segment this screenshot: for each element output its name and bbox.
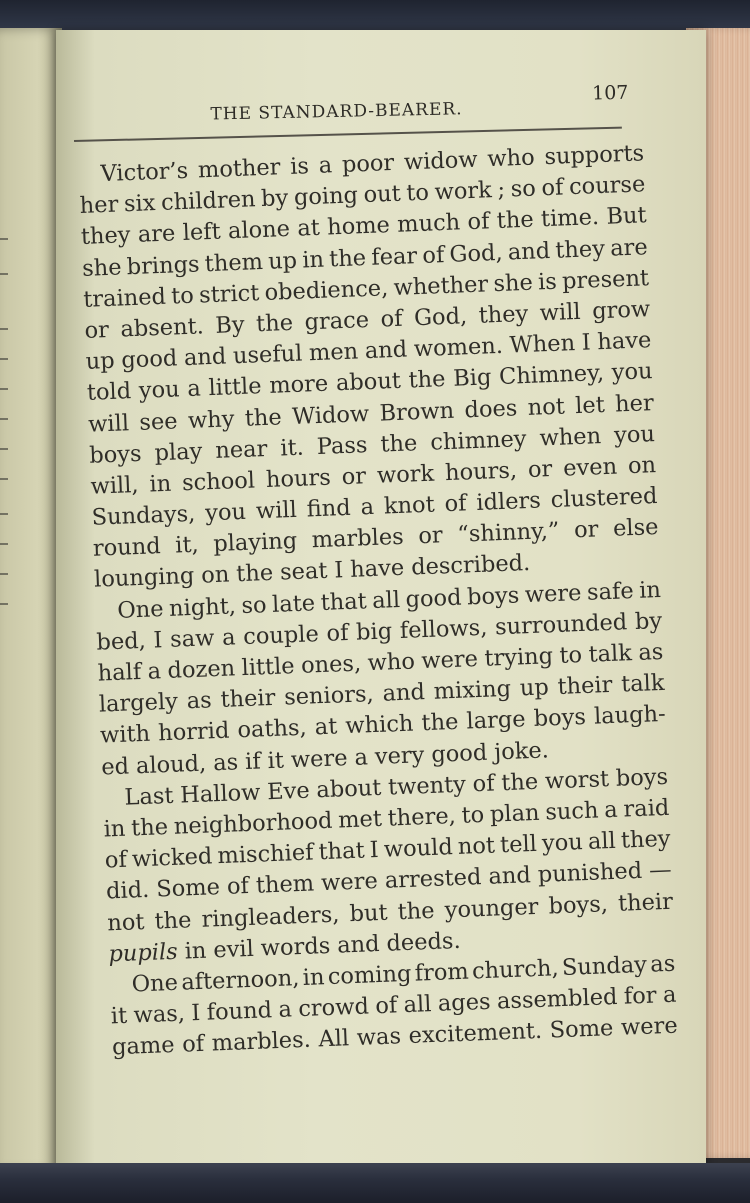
text-line: Last Hallow Eve about twenty of the worst boys xyxy=(124,763,669,811)
text-line: her six children by going out to work ; so of course xyxy=(79,171,646,220)
book-cover-bottom xyxy=(0,1163,750,1203)
text-line: ed aloud, as if it were a very good joke. xyxy=(100,736,550,781)
text-line: Sundays, you will find a knot of idlers clustered xyxy=(91,483,658,531)
text-line: bed, I saw a couple of big fellows, surrounded by xyxy=(96,607,663,656)
text-line: Victor’s mother is a poor widow who supports xyxy=(100,140,645,188)
text-line: it was, I found a crowd of all ages assembled for a xyxy=(110,981,677,1030)
text-line: pupils in evil words and deeds. xyxy=(108,927,462,968)
text-line: up good and useful men and women. When I have xyxy=(85,327,652,375)
text-line: game of marbles. All was excitement. Some were xyxy=(111,1012,679,1061)
page-number: 107 xyxy=(591,81,629,105)
facing-page-edge xyxy=(0,28,62,1173)
text-line: One night, so late that all good boys were safe in xyxy=(116,576,662,624)
text-line: boys play near it. Pass the chimney when you xyxy=(88,420,656,469)
text-line: or absent. By the grace of God, they will grow xyxy=(84,296,651,344)
text-line: trained to strict obedience, whether she is present xyxy=(82,264,650,313)
text-line: One afternoon, in coming from church, Sunday as xyxy=(131,950,676,998)
text-line: largely as their seniors, and mixing up their talk xyxy=(98,670,665,718)
text-line: will see why the Widow Brown does not let her xyxy=(87,389,655,438)
text-line: of wicked mischief that I would not tell you all they xyxy=(104,825,671,874)
text-line: told you a little more about the Big Chimney, you xyxy=(86,358,653,407)
text-line: half a dozen little ones, who were trying to talk as xyxy=(97,638,664,687)
text-line: in the neighborhood met there, to plan such a raid xyxy=(103,794,670,843)
text-line: not the ringleaders, but the younger boys, their xyxy=(106,888,674,936)
text-line: round it, playing marbles or “shinny,” or else xyxy=(92,514,659,562)
running-head: THE STANDARD-BEARER. xyxy=(210,99,463,125)
text-line: did. Some of them were arrested and punished — xyxy=(105,857,673,905)
text-line: she brings them up in the fear of God, and they are xyxy=(81,233,649,282)
text-line: will, in school hours or work hours, or even on xyxy=(90,451,657,500)
text-line: lounging on the seat I have described. xyxy=(93,550,531,594)
body-text xyxy=(78,138,678,1063)
text-line: with horrid oaths, at which the large boys laugh- xyxy=(99,701,667,749)
text-line: they are left alone at home much of the time. But xyxy=(80,202,647,251)
